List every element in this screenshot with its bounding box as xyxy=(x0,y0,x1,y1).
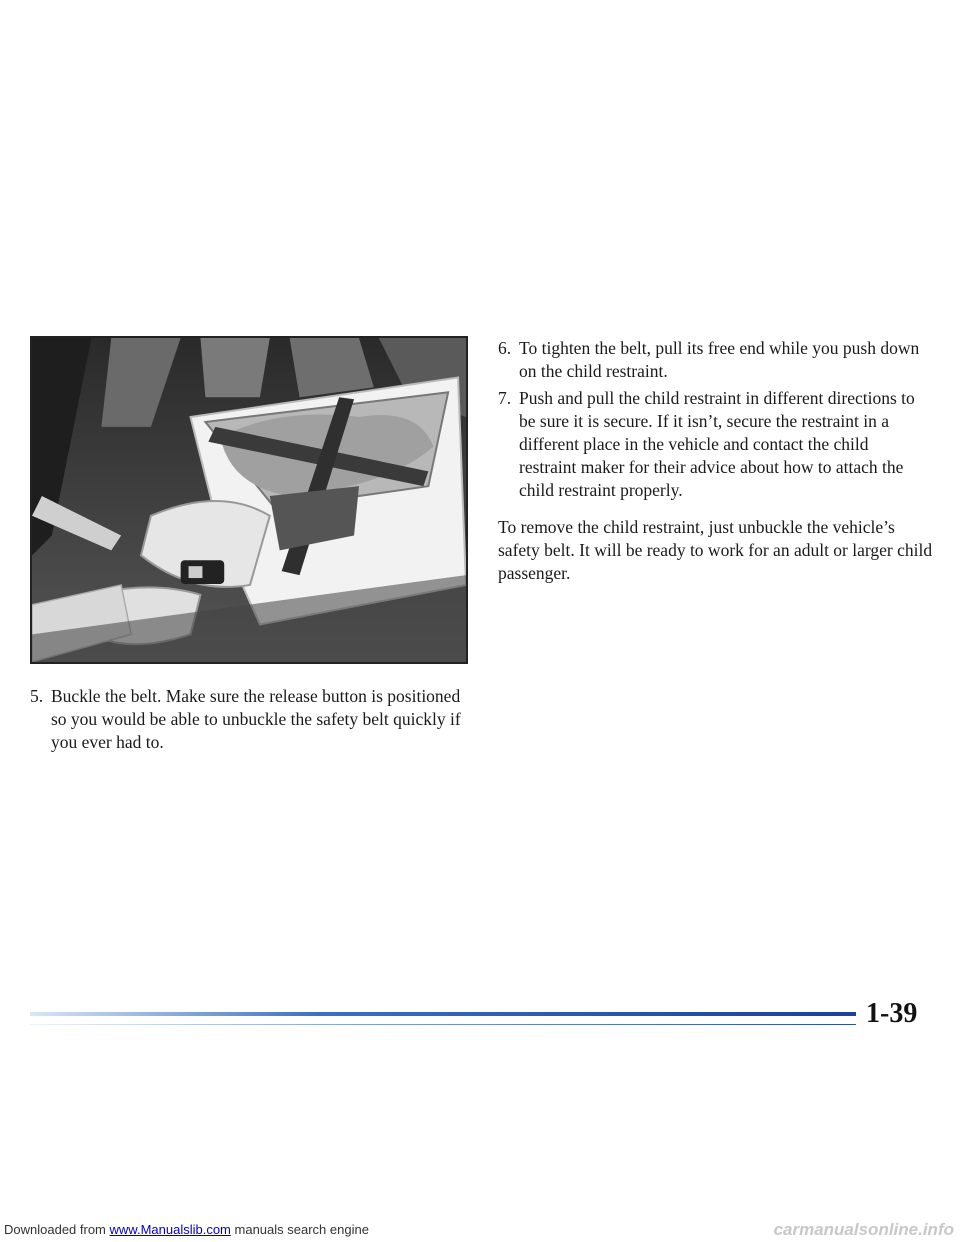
footer-suffix: manuals search engine xyxy=(234,1222,369,1237)
step-text: Buckle the belt. Make sure the release button is positioned so you would be able to unbuckle the safety belt quickly if you ever had to. xyxy=(51,686,461,752)
step-number: 6. xyxy=(498,338,512,358)
step-number: 7. xyxy=(498,388,512,408)
step-6 xyxy=(498,337,928,383)
footer-rule-thin xyxy=(30,1024,856,1025)
download-footer xyxy=(0,1218,960,1242)
step-7 xyxy=(498,387,928,502)
illustration-drawing xyxy=(32,338,466,662)
footer-prefix: Downloaded from xyxy=(4,1222,106,1237)
footer-rule xyxy=(30,1012,856,1016)
manualslib-link[interactable]: www.Manualslib.com xyxy=(109,1222,231,1237)
step-5 xyxy=(30,685,470,754)
watermark: carmanualsonline.info xyxy=(773,1220,954,1239)
footer-credit xyxy=(4,1222,369,1237)
child-restraint-illustration xyxy=(30,336,468,664)
step-text: To tighten the belt, pull its free end while you push down on the child restraint. xyxy=(519,338,920,381)
step-number: 5. xyxy=(30,686,44,706)
step-text: Push and pull the child restraint in different directions to be sure it is secure. If it isn’t, secure the restraint in a different place in the vehicle and contact the child restraint maker for their advice about how to attach the child restraint properly. xyxy=(519,388,915,500)
page-number: 1-39 xyxy=(866,998,918,1029)
removal-paragraph: To remove the child restraint, just unbuckle the vehicle’s safety belt. It will be ready to work for an adult or larger child passenger. xyxy=(498,517,933,583)
